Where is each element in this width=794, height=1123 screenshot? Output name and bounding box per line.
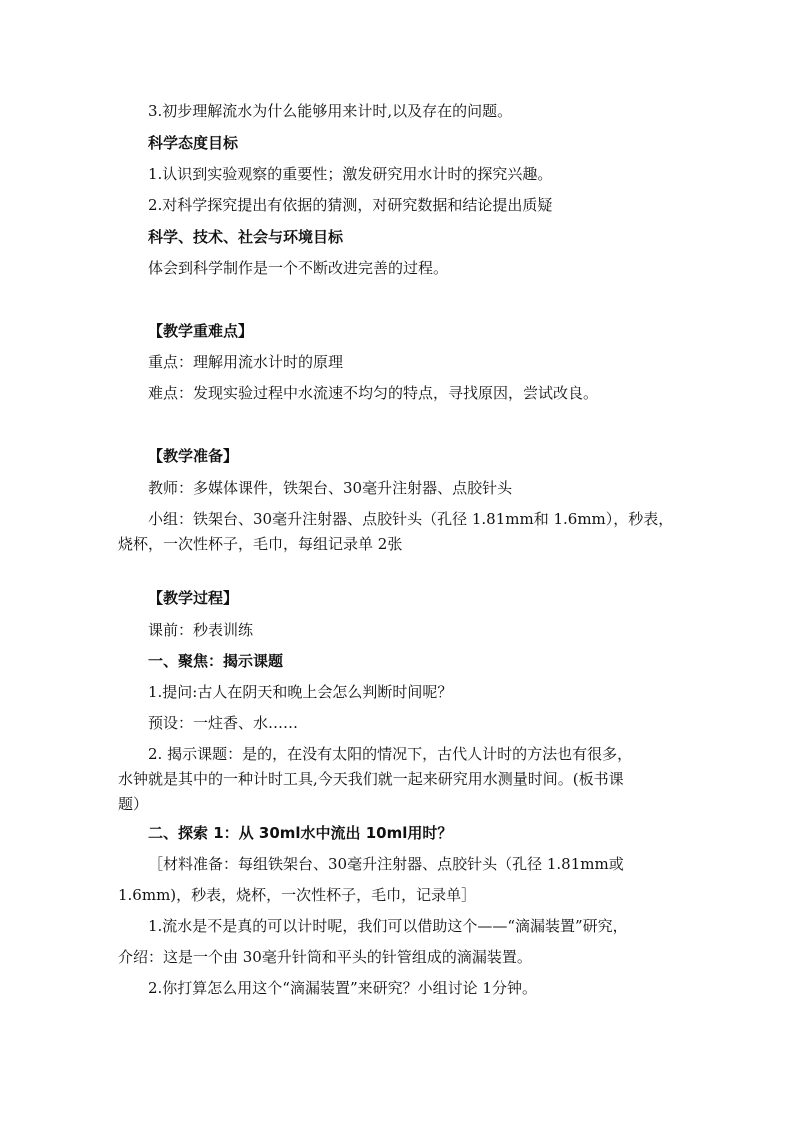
text-line-topic-reveal: 2. 揭示课题：是的，在没有太阳的情况下，古代人计时的方法也有很多， (148, 745, 633, 763)
text-line-attitude-1: 1.认识到实验观察的重要性；激发研究用水计时的探究兴趣。 (148, 165, 553, 183)
text-line-difficulty: 难点：发现实验过程中水流速不均匀的特点，寻找原因，尝试改良。 (148, 384, 599, 402)
text-line-key-point: 重点：理解用流水计时的原理 (148, 353, 344, 371)
heading-preparation: 【教学准备】 (148, 447, 239, 465)
heading-explore-1: 二、探索 1：从 30ml水中流出 10ml用时？ (148, 824, 453, 842)
text-line-teacher-materials: 教师：多媒体课件，铁架台、30毫升注射器、点胶针头 (148, 479, 513, 497)
heading-key-points: 【教学重难点】 (148, 322, 254, 340)
text-line-understanding: 3.初步理解流水为什么能够用来计时,以及存在的问题。 (148, 102, 513, 120)
text-line-attitude-2: 2.对科学探究提出有依据的猜测，对研究数据和结论提出质疑 (148, 196, 553, 214)
heading-attitude-goals: 科学态度目标 (148, 134, 239, 152)
text-line-group-discussion: 2.你打算怎么用这个“滴漏装置”来研究？小组讨论 1分钟。 (148, 979, 537, 997)
text-line-preset: 预设：一炷香、水…… (148, 714, 299, 732)
text-line-question: 1.提问:古人在阴天和晚上会怎么判断时间呢？ (148, 683, 453, 701)
text-line-group-materials: 小组：铁架台、30毫升注射器、点胶针头（孔径 1.81mm和 1.6mm），秒表， (148, 510, 674, 528)
text-line-pre-class: 课前：秒表训练 (148, 621, 254, 639)
heading-process: 【教学过程】 (148, 589, 239, 607)
text-line-topic-reveal-end: 题） (118, 795, 149, 813)
text-line-drip-device: 1.流水是不是真的可以计时呢，我们可以借助这个——“滴漏装置”研究， (148, 917, 628, 935)
heading-focus: 一、聚焦：揭示课题 (148, 652, 284, 670)
text-line-drip-device-intro: 介绍：这是一个由 30毫升针筒和平头的针管组成的滴漏装置。 (118, 948, 532, 966)
text-line-group-materials-cont: 烧杯，一次性杯子，毛巾，每组记录单 2张 (118, 535, 403, 553)
text-line-material-prep: ［材料准备：每组铁架台、30毫升注射器、点胶针头（孔径 1.81mm或 (148, 855, 624, 873)
text-line-material-prep-cont: 1.6mm)，秒表，烧杯，一次性杯子，毛巾，记录单］ (118, 886, 477, 904)
text-line-topic-reveal-cont: 水钟就是其中的一种计时工具,今天我们就一起来研究用水测量时间。(板书课 (118, 770, 624, 788)
heading-stse-goals: 科学、技术、社会与环境目标 (148, 228, 344, 246)
text-line-stse: 体会到科学制作是一个不断改进完善的过程。 (148, 259, 449, 277)
